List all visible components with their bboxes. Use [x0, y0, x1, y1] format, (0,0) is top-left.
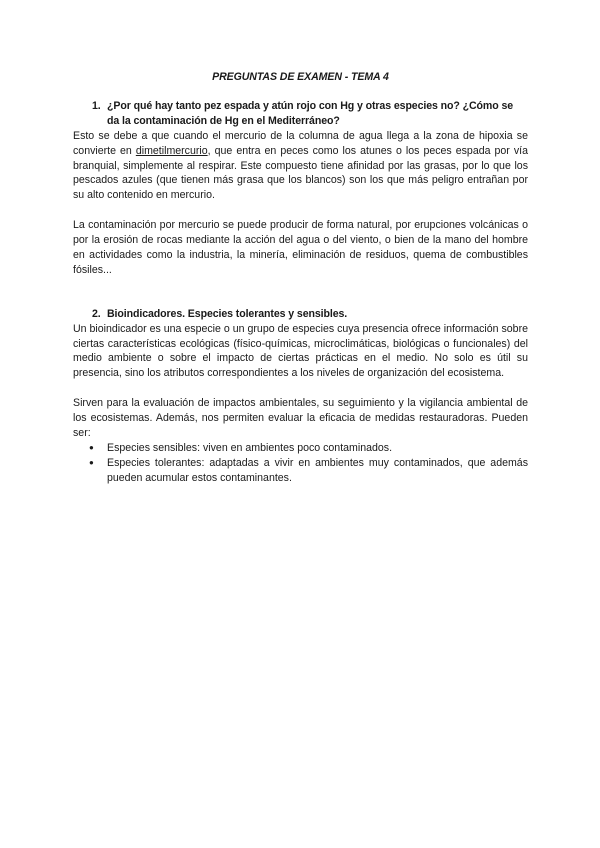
question-2-number: 2.: [92, 307, 101, 320]
list-item: [73, 441, 528, 456]
question-1-text: ¿Por qué hay tanto pez espada y atún rojo con Hg y otras especies no? ¿Cómo se da la contaminación de Hg en el Mediterráneo?: [107, 99, 514, 127]
list-item-text: Especies tolerantes: adaptadas a vivir en ambientes muy contaminados, que además pueden acumular estos contaminantes.: [107, 456, 528, 484]
question-1-answer-paragraph-2: La contaminación por mercurio se puede producir de forma natural, por erupciones volcánicas o por la erosión de rocas mediante la acción del agua o del viento, o bien de la mano del hombre en actividades como la industria, la minería, eliminación de residuos, quema de combustibles fósiles...: [73, 219, 528, 276]
question-2-heading: [73, 307, 528, 322]
question-1-heading: [73, 99, 528, 129]
question-2-answer-paragraph-2: Sirven para la evaluación de impactos ambientales, su seguimiento y la vigilancia ambiental de los ecosistemas. Además, nos permiten evaluar la eficacia de medidas restauradoras. Pueden ser:: [73, 397, 528, 439]
answer-1-text-end: , que entra en peces como los atunes o los peces espada por vía branquial, simplemente al respirar. Este compuesto tiene afinidad por las grasas, por lo que los pescados azules (que tienen más grasa que los blancos) son los que más peligro entrañan por su alto contenido en mercurio.: [73, 144, 528, 202]
question-2-answer-paragraph-1: Un bioindicador es una especie o un grupo de especies cuya presencia ofrece información sobre ciertas características ecológicas (físico-químicas, microclimáticas, biológicas o funcionales) del medio ambiente o sobre el impacto de ciertas prácticas en el medio. No solo es útil su presencia, sino los atributos correspondientes a los niveles de organización del ecosistema.: [73, 322, 528, 380]
answer-1-text-start: Esto se debe a que cuando el mercurio de la columna de agua llega a la zona de hipoxia se convierte en: [73, 129, 528, 157]
bioindicator-types-list: [73, 441, 528, 486]
question-1-answer-paragraph-1: [73, 129, 528, 204]
question-1-number: 1.: [92, 99, 101, 112]
dimetilmercurio-term: dimetilmercurio: [135, 144, 208, 157]
bullet-icon: ●: [89, 457, 94, 467]
list-item-text: Especies sensibles: viven en ambientes poco contaminados.: [107, 441, 393, 454]
bullet-icon: ●: [89, 442, 94, 452]
document-title: PREGUNTAS DE EXAMEN - TEMA 4: [212, 71, 389, 83]
list-item: [73, 456, 528, 486]
question-2-text: Bioindicadores. Especies tolerantes y sensibles.: [107, 307, 348, 320]
